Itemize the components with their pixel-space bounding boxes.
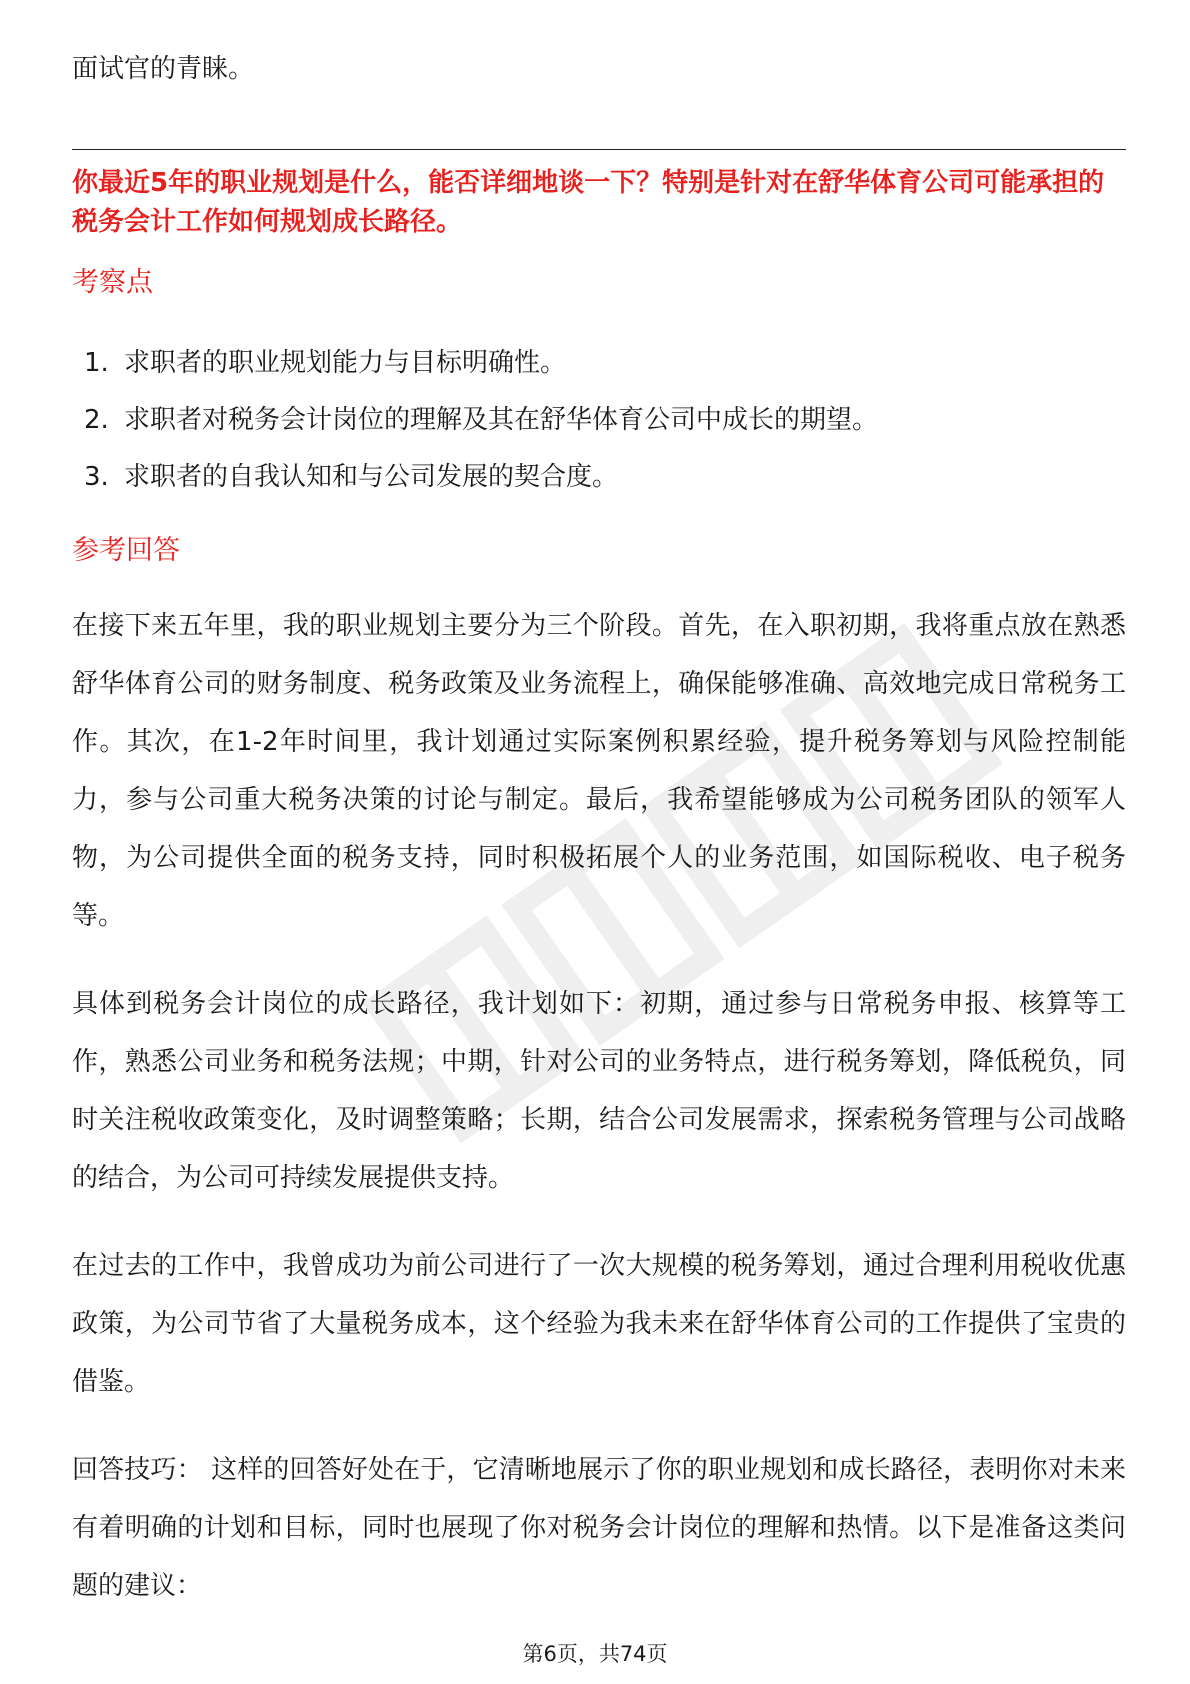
list-item-text: 求职者对税务会计岗位的理解及其在舒华体育公司中成长的期望。: [124, 405, 879, 435]
list-item-text: 求职者的自我认知和与公司发展的契合度。: [124, 462, 619, 492]
answer-tips-paragraph: 回答技巧： 这样的回答好处在于，它清晰地展示了你的职业规划和成长路径，表明你对未来有着明确的计划和目标，同时也展现了你对税务会计岗位的理解和热情。以下是准备这类问题的建议：: [72, 1455, 1126, 1601]
list-item: [84, 392, 1114, 449]
section-heading-reference-answer: 参考回答: [72, 535, 180, 566]
list-item-number: 1.: [84, 348, 109, 378]
list-item: [84, 335, 1114, 392]
list-item: [84, 449, 1114, 506]
answer-paragraph: 在过去的工作中，我曾成功为前公司进行了一次大规模的税务筹划，通过合理利用税收优惠政策，为公司节省了大量税务成本，这个经验为我未来在舒华体育公司的工作提供了宝贵的借鉴。: [72, 1251, 1126, 1397]
list-item-number: 2.: [84, 405, 109, 435]
list-item-text: 求职者的职业规划能力与目标明确性。: [124, 348, 567, 378]
question-heading: 你最近5年的职业规划是什么，能否详细地谈一下？特别是针对在舒华体育公司可能承担的税务会计工作如何规划成长路径。: [72, 168, 1105, 237]
section-divider: [72, 149, 1126, 150]
page-footer: 第6页，共74页: [522, 1642, 668, 1666]
list-item-number: 3.: [84, 462, 109, 492]
answer-paragraph: 具体到税务会计岗位的成长路径，我计划如下：初期，通过参与日常税务申报、核算等工作，熟悉公司业务和税务法规；中期，针对公司的业务特点，进行税务筹划，降低税负，同时关注税收政策变化，及时调整策略；长期，结合公司发展需求，探索税务管理与公司战略的结合，为公司可持续发展提供支持。: [72, 989, 1126, 1193]
answer-paragraph: 在接下来五年里，我的职业规划主要分为三个阶段。首先，在入职初期，我将重点放在熟悉舒华体育公司的财务制度、税务政策及业务流程上，确保能够准确、高效地完成日常税务工作。其次，在1-2年时间里，我计划通过实际案例积累经验，提升税务筹划与风险控制能力，参与公司重大税务决策的讨论与制定。最后，我希望能够成为公司税务团队的领军人物，为公司提供全面的税务支持，同时积极拓展个人的业务范围，如国际税收、电子税务等。: [72, 611, 1126, 931]
assessment-points-list: [84, 335, 1114, 506]
section-heading-assessment: 考察点: [72, 267, 153, 298]
continued-text: 面试官的青睐。: [72, 54, 255, 84]
